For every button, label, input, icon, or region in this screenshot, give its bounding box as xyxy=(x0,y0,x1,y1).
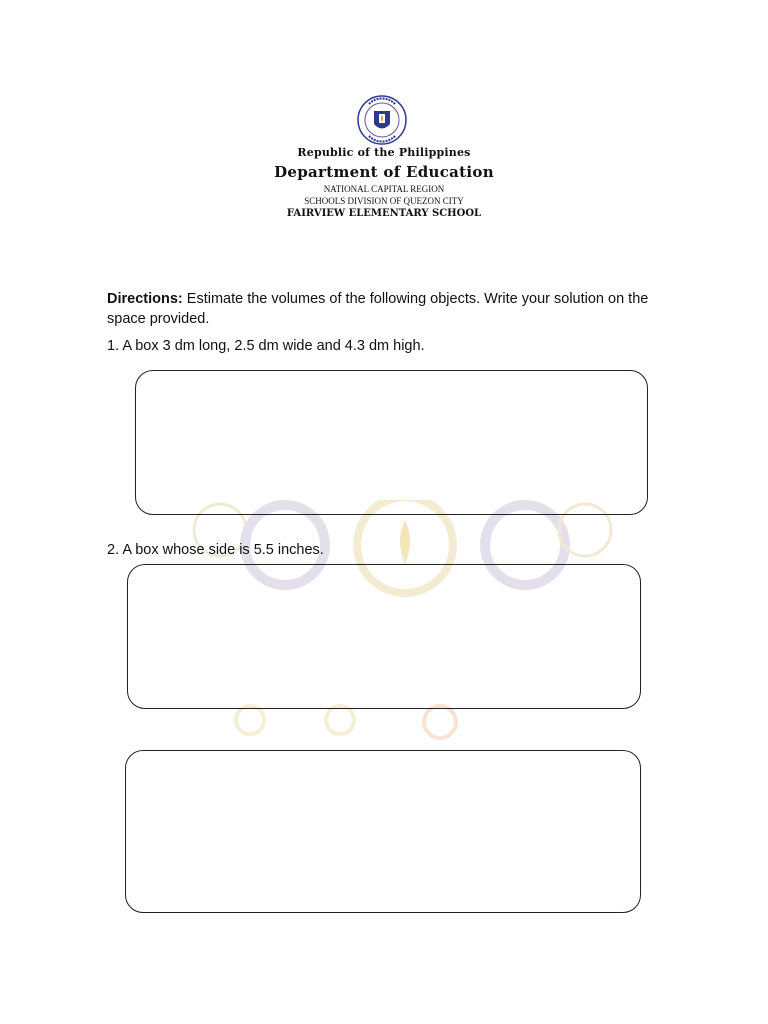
republic-heading: Republic of the Philippines xyxy=(297,146,471,159)
directions-label: Directions: xyxy=(107,291,183,307)
directions-paragraph xyxy=(107,289,677,329)
answer-box-2[interactable] xyxy=(127,564,641,709)
deped-seal xyxy=(357,95,407,145)
region-line: NATIONAL CAPITAL REGION xyxy=(323,184,445,194)
division-line: SCHOOLS DIVISION OF QUEZON CITY xyxy=(304,196,464,206)
question-2: 2. A box whose side is 5.5 inches. xyxy=(107,542,324,558)
school-name: FAIRVIEW ELEMENTARY SCHOOL xyxy=(286,208,482,219)
directions-text: Estimate the volumes of the following objects. Write your solution on the space provided. xyxy=(107,291,649,327)
department-heading: Department of Education xyxy=(274,163,494,181)
answer-box-3[interactable] xyxy=(125,750,641,913)
question-1: 1. A box 3 dm long, 2.5 dm wide and 4.3 dm high. xyxy=(107,338,425,354)
answer-box-1[interactable] xyxy=(135,370,648,515)
